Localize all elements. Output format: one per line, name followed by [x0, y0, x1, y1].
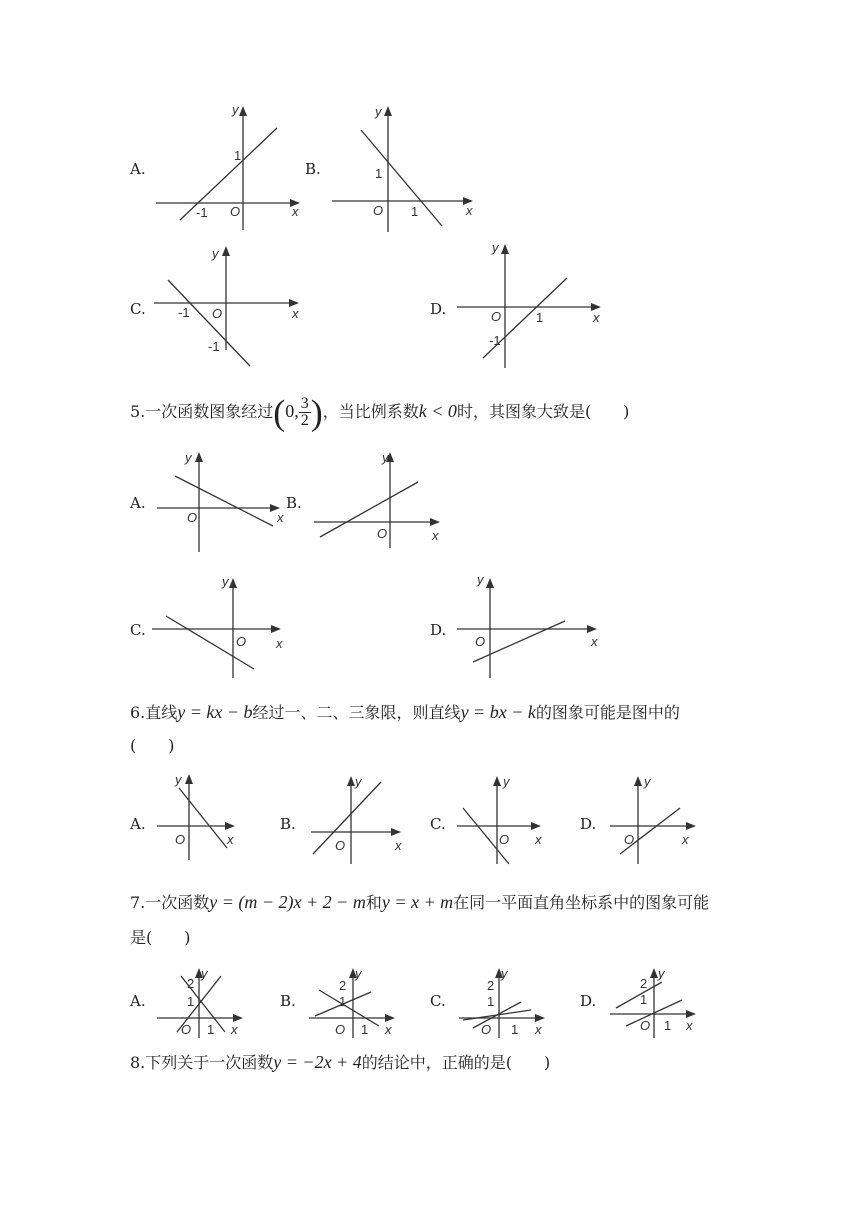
q7-option-d-label[interactable]: D.	[580, 992, 597, 1010]
tick-label: -1	[178, 305, 190, 320]
fraction: $\frac{3}{2}$	[300, 395, 309, 429]
y-axis-label: y	[501, 966, 508, 981]
x-axis-label: x	[276, 636, 283, 651]
q7-option-a-label[interactable]: A.	[130, 992, 146, 1010]
q5-graph-a	[155, 446, 295, 556]
y-axis-label: y	[232, 102, 239, 117]
y-axis-label: y	[375, 104, 382, 119]
q5-graph-b	[312, 444, 462, 554]
x-axis-label: x	[231, 1022, 238, 1037]
q7-option-b-label[interactable]: B.	[280, 992, 296, 1010]
tick-label: 2	[640, 976, 648, 991]
x-axis-label: x	[292, 306, 299, 321]
y-axis-label: y	[503, 774, 510, 789]
origin-label: O	[212, 306, 223, 321]
origin-label: O	[475, 634, 486, 649]
tick-label: 1	[339, 994, 347, 1009]
q7-graph-b	[305, 962, 405, 1042]
q4-option-d-label[interactable]: D.	[430, 300, 447, 318]
tick-label: 1	[640, 992, 648, 1007]
q4-graph-c	[150, 240, 310, 380]
q6-option-c-label[interactable]: C.	[430, 815, 446, 833]
tick-label: 1	[375, 166, 383, 181]
origin-label: O	[236, 634, 247, 649]
x-axis-label: x	[432, 528, 439, 543]
question-6-stem-line2: ( )	[130, 736, 175, 755]
origin-label: O	[640, 1018, 651, 1033]
x-axis-label: x	[466, 203, 473, 218]
question-5-stem: 5.一次函数图象经过(0, $\frac{3}{2}$ )，当比例系数k < 0时，其图象大致是( )	[130, 392, 630, 433]
q6-graph-b	[305, 768, 415, 868]
q5-option-d-label[interactable]: D.	[430, 621, 447, 639]
tick-label: 1	[361, 1022, 369, 1037]
x-axis-label: x	[535, 832, 542, 847]
tick-label: -1	[208, 339, 220, 354]
origin-label: O	[499, 832, 510, 847]
origin-label: O	[373, 203, 384, 218]
q6-graph-c	[455, 768, 555, 868]
q6-graph-a	[155, 768, 255, 868]
origin-label: O	[491, 309, 502, 324]
q4-option-b-label[interactable]: B.	[305, 160, 321, 178]
question-7-stem: 7.一次函数y = (m − 2)x + 2 − m和y = x + m在同一平面直角坐标系中的图象可能	[130, 892, 710, 912]
question-8-stem: 8.下列关于一次函数y = −2x + 4的结论中，正确的是( )	[130, 1052, 551, 1072]
q5-graph-c	[150, 572, 300, 682]
tick-label: 1	[487, 994, 495, 1009]
y-axis-label: y	[658, 966, 665, 981]
origin-label: O	[481, 1022, 492, 1037]
q4-graph-b	[328, 100, 488, 240]
q6-option-b-label[interactable]: B.	[280, 815, 296, 833]
tick-label: 1	[234, 148, 242, 163]
tick-label: 1	[511, 1022, 519, 1037]
tick-label: -1	[489, 333, 501, 348]
y-axis-label: y	[382, 450, 389, 465]
origin-label: O	[181, 1022, 192, 1037]
tick-label: 1	[187, 994, 195, 1009]
x-axis-label: x	[591, 634, 598, 649]
tick-label: 1	[411, 204, 419, 219]
q5-graph-d	[455, 570, 605, 680]
x-axis-label: x	[395, 838, 402, 853]
q5-option-c-label[interactable]: C.	[130, 621, 146, 639]
y-axis-label: y	[355, 966, 362, 981]
q5-option-a-label[interactable]: A.	[130, 494, 146, 512]
q4-option-a-label[interactable]: A.	[130, 160, 146, 178]
question-6-stem: 6.直线y = kx − b经过一、二、三象限，则直线y = bx − k的图象可能是图中的	[130, 702, 680, 722]
y-axis-label: y	[355, 774, 362, 789]
origin-label: O	[187, 510, 198, 525]
x-axis-label: x	[535, 1022, 542, 1037]
tick-label: 1	[207, 1022, 215, 1037]
tick-label: 1	[664, 1018, 672, 1033]
x-axis-label: x	[385, 1022, 392, 1037]
q4-graph-d	[455, 238, 615, 378]
x-axis-label: x	[227, 832, 234, 847]
q4-graph-a	[150, 100, 310, 240]
x-axis-label: x	[593, 310, 600, 325]
q6-graph-d	[608, 768, 708, 868]
origin-label: O	[624, 832, 635, 847]
origin-label: O	[230, 204, 241, 219]
y-axis-label: y	[644, 774, 651, 789]
origin-label: O	[335, 838, 346, 853]
x-axis-label: x	[686, 1018, 693, 1033]
q5-option-b-label[interactable]: B.	[286, 494, 302, 512]
q7-option-c-label[interactable]: C.	[430, 992, 446, 1010]
tick-label: 2	[187, 976, 195, 991]
y-axis-label: y	[492, 240, 499, 255]
q7-graph-d	[608, 962, 708, 1042]
question-7-stem-line2: 是( )	[130, 928, 191, 947]
q7-graph-a	[155, 962, 255, 1042]
origin-label: O	[335, 1022, 346, 1037]
q6-option-a-label[interactable]: A.	[130, 815, 146, 833]
y-axis-label: y	[201, 966, 208, 981]
x-axis-label: x	[682, 832, 689, 847]
tick-label: -1	[196, 205, 208, 220]
q7-graph-c	[455, 962, 555, 1042]
q6-option-d-label[interactable]: D.	[580, 815, 597, 833]
x-axis-label: x	[277, 510, 284, 525]
y-axis-label: y	[222, 574, 229, 589]
y-axis-label: y	[212, 246, 219, 261]
y-axis-label: y	[477, 572, 484, 587]
y-axis-label: y	[185, 450, 192, 465]
tick-label: 2	[487, 978, 495, 993]
tick-label: 1	[536, 310, 544, 325]
tick-label: 2	[339, 978, 347, 993]
origin-label: O	[175, 832, 186, 847]
origin-label: O	[377, 526, 388, 541]
y-axis-label: y	[175, 772, 182, 787]
q4-option-c-label[interactable]: C.	[130, 300, 146, 318]
x-axis-label: x	[292, 204, 299, 219]
